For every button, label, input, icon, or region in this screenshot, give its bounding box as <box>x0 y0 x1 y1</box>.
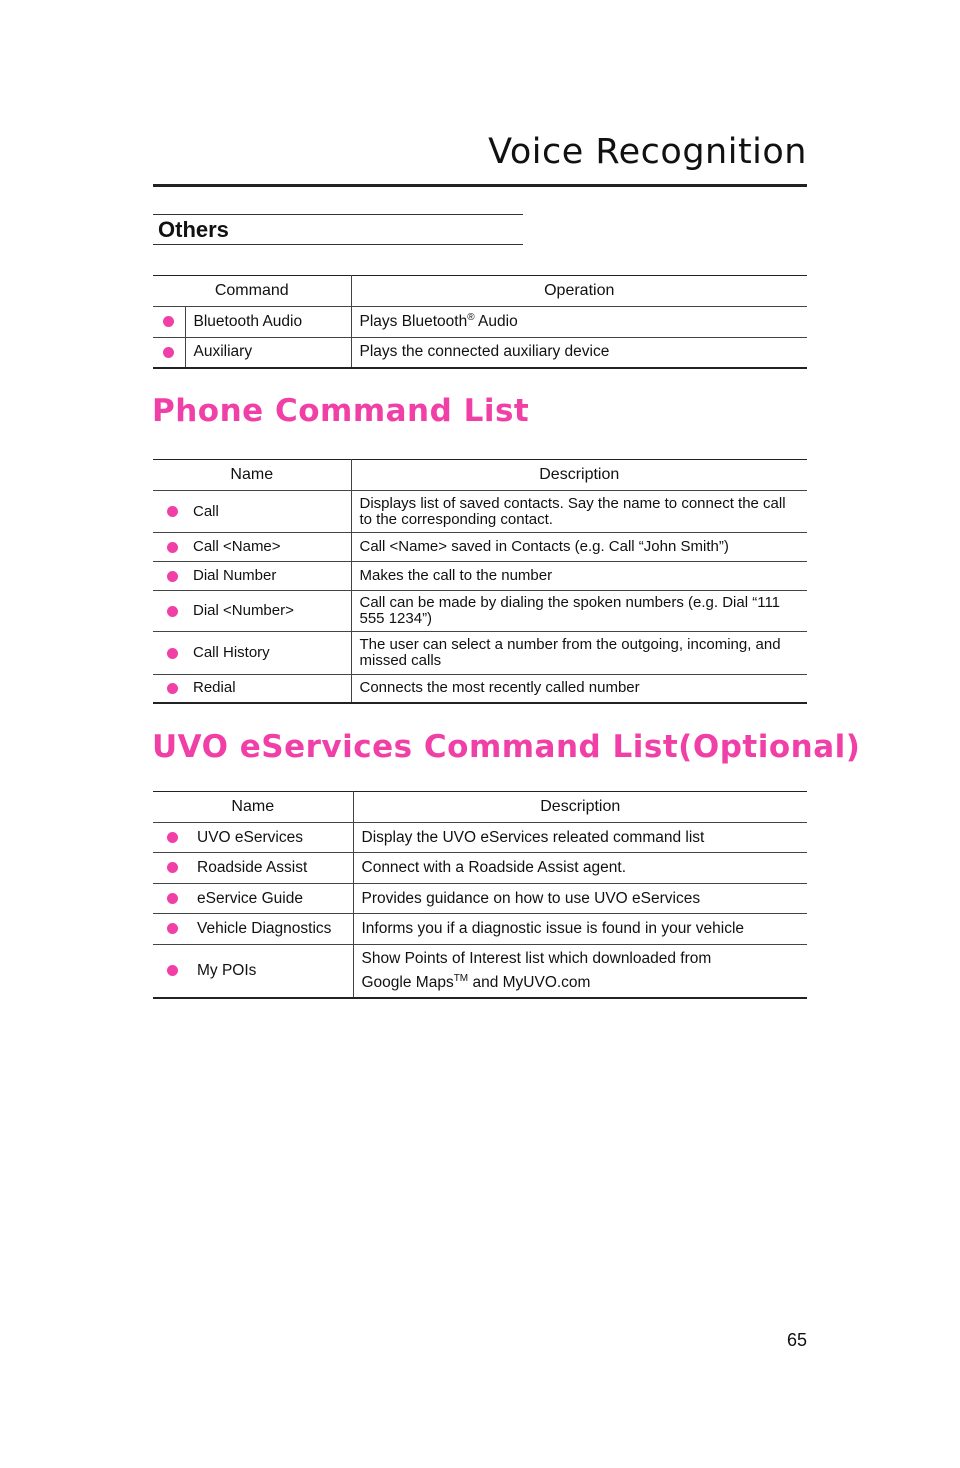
description-cell: Connect with a Roadside Assist agent. <box>353 853 807 884</box>
command-cell: Bluetooth Audio <box>185 307 351 338</box>
description-cell: Call <Name> saved in Contacts (e.g. Call “John Smith”) <box>351 533 807 562</box>
description-cell: Display the UVO eServices releated command list <box>353 823 807 853</box>
phone-column-description: Description <box>351 460 807 491</box>
name-cell: Call <Name> <box>191 533 351 562</box>
pink-dot-icon <box>167 571 178 582</box>
pink-dot-icon <box>167 683 178 694</box>
uvo-command-table <box>153 791 807 999</box>
pink-dot-icon <box>167 542 178 553</box>
bullet-cell <box>153 562 191 591</box>
name-cell: Redial <box>191 675 351 703</box>
registered-mark: ® <box>467 311 475 323</box>
description-cell: Provides guidance on how to use UVO eServices <box>353 884 807 914</box>
bullet-cell <box>153 884 191 914</box>
phone-column-name: Name <box>153 460 351 491</box>
bullet-cell <box>153 914 191 945</box>
table-row <box>153 632 807 675</box>
pink-dot-icon <box>163 347 174 358</box>
pink-dot-icon <box>167 893 178 904</box>
bullet-cell <box>153 632 191 675</box>
table-row <box>153 945 807 998</box>
uvo-section-heading: UVO eServices Command List(Optional) <box>152 729 861 765</box>
name-cell: eService Guide <box>191 884 353 914</box>
description-cell: Call can be made by dialing the spoken numbers (e.g. Dial “111 555 1234”) <box>351 591 807 632</box>
page-number: 65 <box>786 1330 807 1350</box>
uvo-table-header-row <box>153 792 807 823</box>
table-row <box>153 853 807 884</box>
bullet-cell <box>153 307 185 338</box>
pink-dot-icon <box>167 606 178 617</box>
others-column-operation: Operation <box>351 276 807 307</box>
name-cell: Call <box>191 491 351 533</box>
operation-cell <box>351 307 807 338</box>
trademark-mark: TM <box>453 972 469 984</box>
description-line-2: Google Maps <box>361 973 454 991</box>
pink-dot-icon <box>167 862 178 873</box>
description-line-1: Show Points of Interest list which downloaded from <box>361 949 712 967</box>
pink-dot-icon <box>167 506 178 517</box>
bullet-cell <box>153 823 191 853</box>
operation-cell: Plays the connected auxiliary device <box>351 338 807 368</box>
bullet-cell <box>153 591 191 632</box>
pink-dot-icon <box>163 316 174 327</box>
description-cell: Makes the call to the number <box>351 562 807 591</box>
others-table-header-row <box>153 276 807 307</box>
description-cell: The user can select a number from the outgoing, incoming, and missed calls <box>351 632 807 675</box>
bullet-cell <box>153 338 185 368</box>
phone-section-heading: Phone Command List <box>152 393 530 429</box>
table-row <box>153 675 807 703</box>
description-cell: Displays list of saved contacts. Say the name to connect the call to the corresponding contact. <box>351 491 807 533</box>
name-cell: Roadside Assist <box>191 853 353 884</box>
bullet-cell <box>153 853 191 884</box>
operation-text: Plays Bluetooth <box>359 313 468 330</box>
table-row <box>153 533 807 562</box>
name-cell: UVO eServices <box>191 823 353 853</box>
table-row <box>153 307 807 338</box>
name-cell: Call History <box>191 632 351 675</box>
others-table <box>153 275 807 369</box>
table-row <box>153 338 807 368</box>
others-column-command: Command <box>153 276 351 307</box>
pink-dot-icon <box>167 923 178 934</box>
name-cell: My POIs <box>191 945 353 998</box>
phone-command-table <box>153 459 807 704</box>
pink-dot-icon <box>167 648 178 659</box>
operation-text-suffix: Audio <box>474 313 518 330</box>
table-row <box>153 823 807 853</box>
table-row <box>153 914 807 945</box>
table-row <box>153 884 807 914</box>
name-cell: Dial Number <box>191 562 351 591</box>
bullet-cell <box>153 491 191 533</box>
bullet-cell <box>153 675 191 703</box>
description-cell: Informs you if a diagnostic issue is found in your vehicle <box>353 914 807 945</box>
name-cell: Vehicle Diagnostics <box>191 914 353 945</box>
command-cell: Auxiliary <box>185 338 351 368</box>
pink-dot-icon <box>167 965 178 976</box>
table-row <box>153 562 807 591</box>
page-title: Voice Recognition <box>488 132 807 172</box>
page-header <box>153 128 807 187</box>
description-cell: Connects the most recently called number <box>351 675 807 703</box>
name-cell: Dial <Number> <box>191 591 351 632</box>
description-cell <box>353 945 807 998</box>
pink-dot-icon <box>167 832 178 843</box>
uvo-column-description: Description <box>353 792 807 823</box>
table-row <box>153 591 807 632</box>
phone-table-header-row <box>153 460 807 491</box>
table-row <box>153 491 807 533</box>
others-section-header <box>153 214 523 245</box>
bullet-cell <box>153 533 191 562</box>
uvo-column-name: Name <box>153 792 353 823</box>
bullet-cell <box>153 945 191 998</box>
description-line-2-suffix: and MyUVO.com <box>468 973 591 991</box>
others-section-title: Others <box>158 217 229 242</box>
